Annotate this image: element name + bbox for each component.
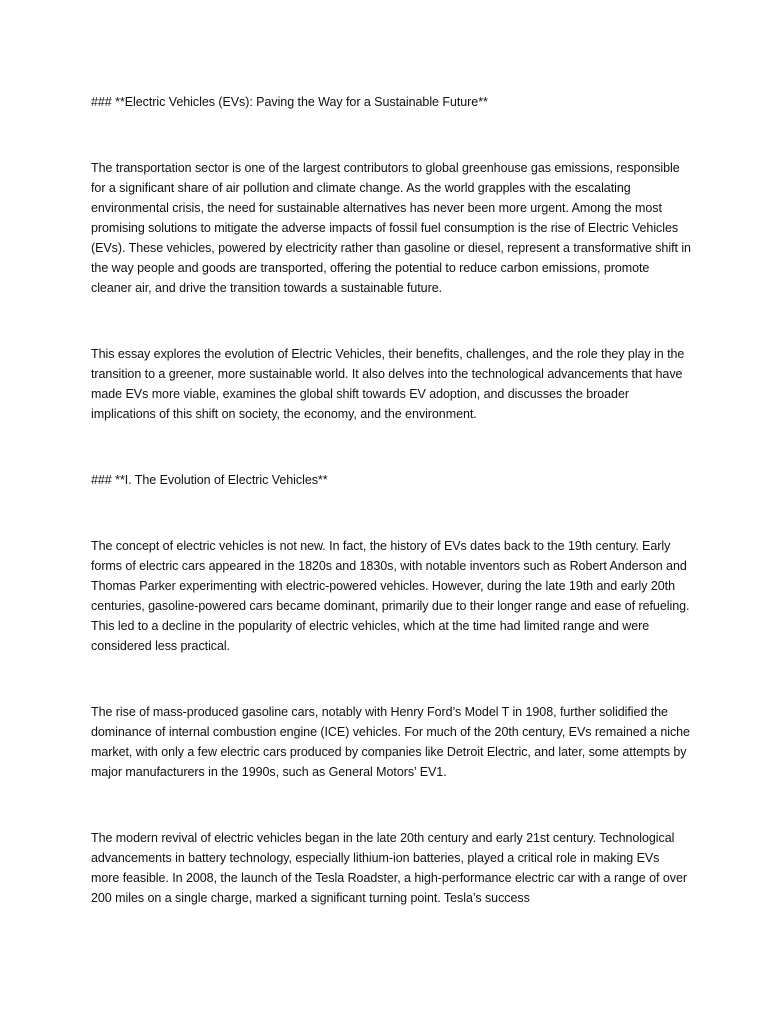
paragraph-modern-revival: The modern revival of electric vehicles began in the late 20th century and early 21st century. Technological advancements in battery technology, especially lithium-ion batteries, played a critical role in making EVs more feasible. In 2008, the launch of the Tesla Roadster, a high-performance electric car with a range of over 200 miles on a single charge, marked a significant turning point. Tesla’s success <box>91 831 687 905</box>
spacer <box>91 656 691 702</box>
section-heading-evolution: ### **I. The Evolution of Electric Vehicles** <box>91 473 328 487</box>
spacer <box>91 490 691 536</box>
spacer <box>91 424 691 470</box>
document-title-heading: ### **Electric Vehicles (EVs): Paving the Way for a Sustainable Future** <box>91 95 488 109</box>
paragraph-gasoline-dominance: The rise of mass-produced gasoline cars, notably with Henry Ford’s Model T in 1908, further solidified the dominance of internal combustion engine (ICE) vehicles. For much of the 20th century, EVs remained a niche market, with only a few electric cars produced by companies like Detroit Electric, and later, some attempts by major manufacturers in the 1990s, such as General Motors’ EV1. <box>91 705 690 779</box>
document-body <box>91 92 691 908</box>
paragraph-history: The concept of electric vehicles is not new. In fact, the history of EVs dates back to the 19th century. Early forms of electric cars appeared in the 1820s and 1830s, with notable inventors such as Robert Anderson and Thomas Parker experimenting with electric-powered vehicles. However, during the late 19th and early 20th centuries, gasoline-powered cars became dominant, primarily due to their longer range and ease of refueling. This led to a decline in the popularity of electric vehicles, which at the time had limited range and were considered less practical. <box>91 539 690 653</box>
paragraph-essay-overview: This essay explores the evolution of Electric Vehicles, their benefits, challenges, and the role they play in the transition to a greener, more sustainable world. It also delves into the technological advancements that have made EVs more viable, examines the global shift towards EV adoption, and discusses the broader implications of this shift on society, the economy, and the environment. <box>91 347 685 421</box>
spacer <box>91 298 691 344</box>
spacer <box>91 112 691 158</box>
paragraph-intro: The transportation sector is one of the largest contributors to global greenhouse gas emissions, responsible for a significant share of air pollution and climate change. As the world grapples with the escalating environmental crisis, the need for sustainable alternatives has never been more urgent. Among the most promising solutions to mitigate the adverse impacts of fossil fuel consumption is the rise of Electric Vehicles (EVs). These vehicles, powered by electricity rather than gasoline or diesel, represent a transformative shift in the way people and goods are transported, offering the potential to reduce carbon emissions, promote cleaner air, and drive the transition towards a sustainable future. <box>91 161 691 295</box>
spacer <box>91 782 691 828</box>
